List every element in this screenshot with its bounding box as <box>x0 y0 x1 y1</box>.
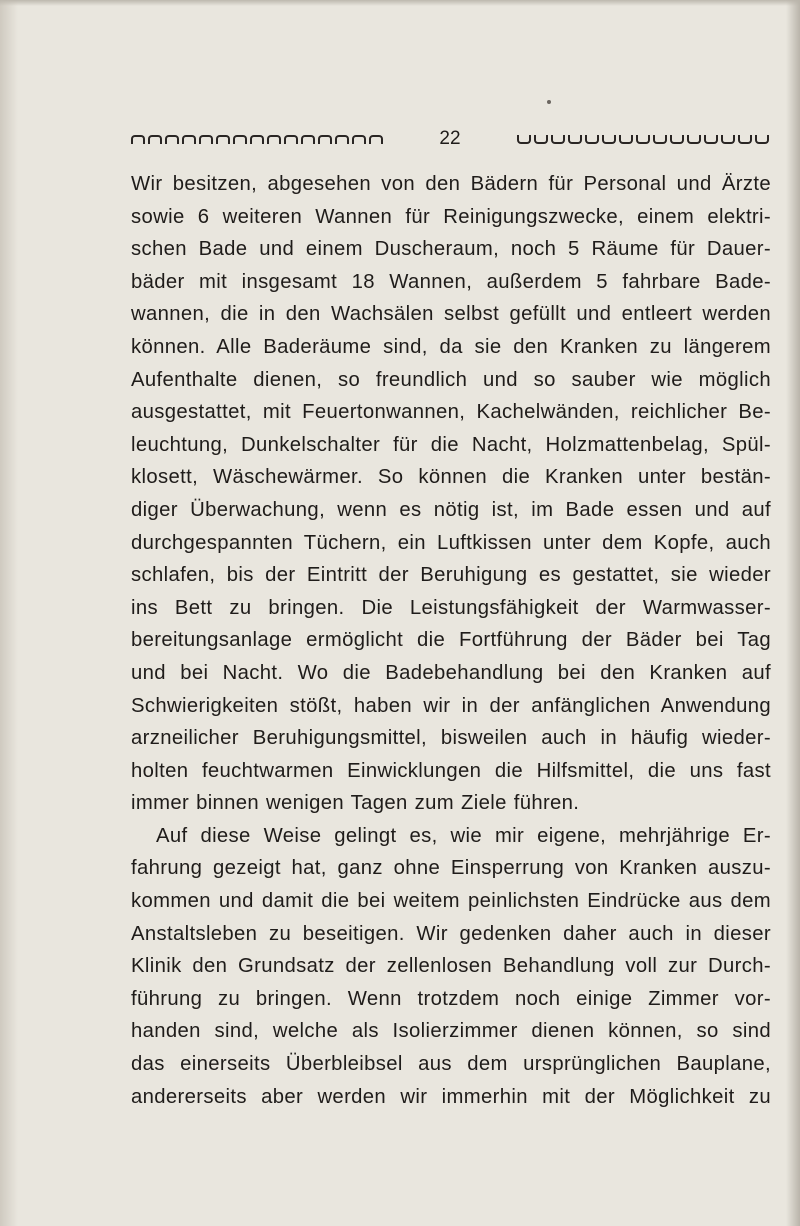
text-line: sowie 6 weiteren Wannen für Reinigungszwecke, einem elektri- <box>131 205 771 228</box>
text-line: ins Bett zu bringen. Die Leistungsfähigkeit der Warmwasser- <box>131 596 771 619</box>
text-line: Klinik den Grundsatz der zellenlosen Behandlung voll zur Durch- <box>131 955 771 978</box>
header-ornament-left <box>131 135 383 144</box>
page-right-edge <box>786 0 800 1226</box>
text-line: handen sind, welche als Isolierzimmer dienen können, so sind <box>131 1020 771 1043</box>
print-speck <box>547 100 551 104</box>
text-line: arzneilicher Beruhigungsmittel, bisweilen auch in häufig wieder- <box>131 727 771 750</box>
text-line: Anstaltsleben zu beseitigen. Wir gedenken daher auch in dieser <box>131 922 771 945</box>
text-line: das einerseits Überbleibsel aus dem ursprünglichen Bauplane, <box>131 1053 771 1076</box>
text-line: immer binnen wenigen Tagen zum Ziele führen. <box>131 792 580 815</box>
text-line: klosett, Wäschewärmer. So können die Kranken unter bestän- <box>131 466 771 489</box>
text-line: holten feuchtwarmen Einwicklungen die Hilfsmittel, die uns fast <box>131 759 771 782</box>
text-line: und bei Nacht. Wo die Badebehandlung bei den Kranken auf <box>131 661 771 684</box>
text-line: führung zu bringen. Wenn trotzdem noch einige Zimmer vor- <box>131 987 771 1010</box>
text-line: diger Überwachung, wenn es nötig ist, im Bade essen und auf <box>131 498 771 521</box>
text-line: Schwierigkeiten stößt, haben wir in der anfänglichen Anwendung <box>131 694 771 717</box>
header-ornament-right <box>517 135 769 144</box>
text-line: fahrung gezeigt hat, ganz ohne Einsperrung von Kranken auszu- <box>131 857 771 880</box>
text-line: schlafen, bis der Eintritt der Beruhigung es gestattet, sie wieder <box>131 564 771 587</box>
page-number: 22 <box>439 128 461 149</box>
text-line: können. Alle Baderäume sind, da sie den Kranken zu längerem <box>131 335 771 358</box>
text-line: andererseits aber werden wir immerhin mit der Möglichkeit zu <box>131 1085 771 1108</box>
text-line: leuchtung, Dunkelschalter für die Nacht, Holzmattenbelag, Spül- <box>131 433 771 456</box>
text-line: wannen, die in den Wachsälen selbst gefüllt und entleert werden <box>131 303 771 326</box>
body-text <box>131 168 771 1113</box>
text-line: bäder mit insgesamt 18 Wannen, außerdem 5 fahrbare Bade- <box>131 270 771 293</box>
page-left-shadow <box>0 0 18 1226</box>
text-line: ausgestattet, mit Feuertonwannen, Kachelwänden, reichlicher Be- <box>131 401 771 424</box>
running-header <box>131 126 769 152</box>
text-line: kommen und damit die bei weitem peinlichsten Eindrücke aus dem <box>131 890 771 913</box>
text-line: Wir besitzen, abgesehen von den Bädern für Personal und Ärzte <box>131 173 771 195</box>
text-line: Aufenthalte dienen, so freundlich und so sauber wie möglich <box>131 368 771 391</box>
text-line: durchgespannten Tüchern, ein Luftkissen unter dem Kopfe, auch <box>131 531 771 554</box>
text-line: bereitungsanlage ermöglicht die Fortführung der Bäder bei Tag <box>131 629 771 652</box>
page-top-edge <box>0 0 800 6</box>
text-line: schen Bade und einem Duscheraum, noch 5 Räume für Dauer- <box>131 238 771 261</box>
text-line: Auf diese Weise gelingt es, wie mir eigene, mehrjährige Er- <box>156 824 771 847</box>
